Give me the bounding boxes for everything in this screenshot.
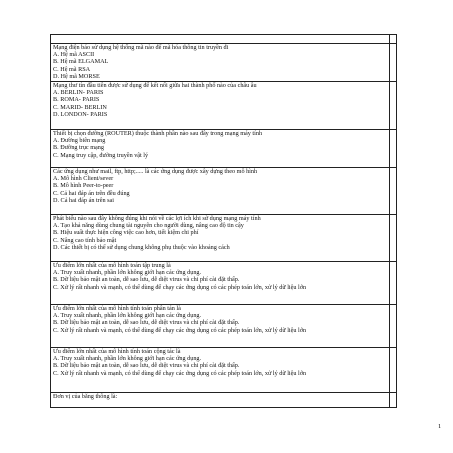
answer-option: B. Hiệu suất thực hiện công việc cao hơn, tiết kiệm chi phí	[53, 229, 199, 237]
answer-option: B. Mô hình Peer-to-peer	[53, 182, 114, 190]
answer-option: A. Truy xuất nhanh, phần lớn không giới hạn các ứng dụng.	[53, 269, 202, 277]
question-row	[51, 393, 397, 408]
answer-option: C. Xử lý rất nhanh và mạnh, có thể dùng để chạy các ứng dụng có các phép toán lớn, xử lý dữ liệu lớn	[53, 369, 307, 377]
table-cell-side	[390, 35, 397, 44]
answer-option: C. Mạng truy cập, đường truyền vật lý	[53, 151, 149, 159]
table-cell-side	[390, 44, 397, 82]
answer-option: A. Truy xuất nhanh, phần lớn không giới hạn các ứng dụng.	[53, 355, 202, 363]
question-stem: Mạng thư tín đầu tiên được sử dụng để kết nối giữa hai thành phố nào của châu âu	[53, 82, 257, 89]
table-cell-side	[390, 348, 397, 393]
table-cell-side	[390, 305, 397, 348]
answer-option: C. Nâng cao tính bảo mật	[53, 236, 117, 244]
question-row	[51, 130, 397, 168]
answer-option: B. Dữ liệu bảo mật an toàn, dễ sao lưu, dễ diệt virus và chi phí cài đặt thấp.	[53, 362, 240, 370]
table-cell-side	[390, 215, 397, 262]
table-cell-side	[390, 130, 397, 168]
question-cell	[51, 262, 390, 305]
answer-option: A. Mô hình Client/sever	[53, 175, 114, 183]
table-cell-side	[390, 168, 397, 215]
question-cell	[51, 215, 390, 262]
table-cell-side	[390, 393, 397, 408]
question-stem: Phát biểu nào sau đây không đúng khi nói về các lợi ích khi sử dụng mạng máy tính	[53, 215, 261, 222]
question-cell	[51, 348, 390, 393]
question-row	[51, 262, 397, 305]
question-cell	[51, 82, 390, 130]
question-table	[50, 34, 397, 408]
question-row	[51, 168, 397, 215]
question-cell	[51, 393, 390, 408]
answer-option: C. Hệ mã RSA	[53, 65, 91, 73]
answer-option: B. Hệ mã ELGAMAL	[53, 58, 109, 66]
answer-option: B. ROMA- PARIS	[53, 96, 100, 104]
answer-option: B. Dữ liệu bảo mật an toàn, dễ sao lưu, dễ diệt virus và chi phí cài đặt thấp.	[53, 276, 240, 284]
question-stem: Các ứng dụng như mail, ftp, http;..... là các ứng dụng được xây dựng theo mô hình	[53, 168, 258, 175]
question-cell	[51, 130, 390, 168]
question-stem: Thiết bị chọn đường (ROUTER) thuộc thành phần nào sau đây trong mạng máy tính	[53, 130, 263, 137]
question-row	[51, 215, 397, 262]
question-cell	[51, 168, 390, 215]
question-row	[51, 44, 397, 82]
table-header-row	[51, 35, 397, 44]
question-row	[51, 305, 397, 348]
page-number: 1	[438, 423, 442, 430]
question-row	[51, 82, 397, 130]
answer-option: A. Hệ mã ASCII	[53, 51, 95, 59]
question-cell	[51, 305, 390, 348]
answer-option: C. Xử lý rất nhanh và mạnh, có thể dùng để chạy các ứng dụng có các phép toán lớn, xử lý dữ liệu lớn	[53, 326, 307, 334]
answer-option: C. Cả hai đáp án trên đều đúng	[53, 189, 130, 197]
answer-option: A. BERLIN- PARIS	[53, 89, 104, 97]
question-stem: Ưu điểm lớn nhất của mô hình tính toán phân tán là	[53, 305, 181, 312]
answer-option: C. MARID- BERLIN	[53, 103, 107, 111]
answer-option: B. Đường trục mạng	[53, 144, 104, 152]
answer-option: D. LONDON- PARIS	[53, 110, 108, 118]
answer-option: C. Xử lý rất nhanh và mạnh, có thể dùng để chạy các ứng dụng có các phép toán lớn, xử lý dữ liệu lớn	[53, 283, 307, 291]
table-cell-side	[390, 262, 397, 305]
table-cell-side	[390, 82, 397, 130]
answer-option: D. Các thiết bị có thể sử dụng chung không phụ thuộc vào khoảng cách	[53, 243, 230, 251]
table-cell	[51, 35, 390, 44]
question-row	[51, 348, 397, 393]
question-stem: Ưu điểm lớn nhất của mô hình tính toán cộng tác là	[53, 348, 181, 355]
question-cell	[51, 44, 390, 82]
question-stem: Đơn vị của băng thông là:	[53, 393, 118, 400]
answer-option: A. Truy xuất nhanh, phần lớn không giới hạn các ứng dụng.	[53, 312, 202, 320]
answer-option: A. Đường biên mạng	[53, 137, 106, 145]
question-stem: Mạng điện báo sử dụng hệ thống mã nào để mã hóa thông tin truyền đi	[53, 44, 229, 51]
answer-option: D. Cả hai đáp án trên sai	[53, 196, 114, 204]
answer-option: B. Dữ liệu bảo mật an toàn, dễ sao lưu, dễ diệt virus và chi phí cài đặt thấp.	[53, 319, 240, 327]
answer-option: D. Hệ mã MORSE	[53, 72, 100, 80]
answer-option: A. Tạo khả năng dùng chung tài nguyên cho người dùng, nâng cao độ tin cậy	[53, 222, 244, 230]
question-stem: Ưu điểm lớn nhất của mô hình toán tập trung là	[53, 262, 171, 269]
